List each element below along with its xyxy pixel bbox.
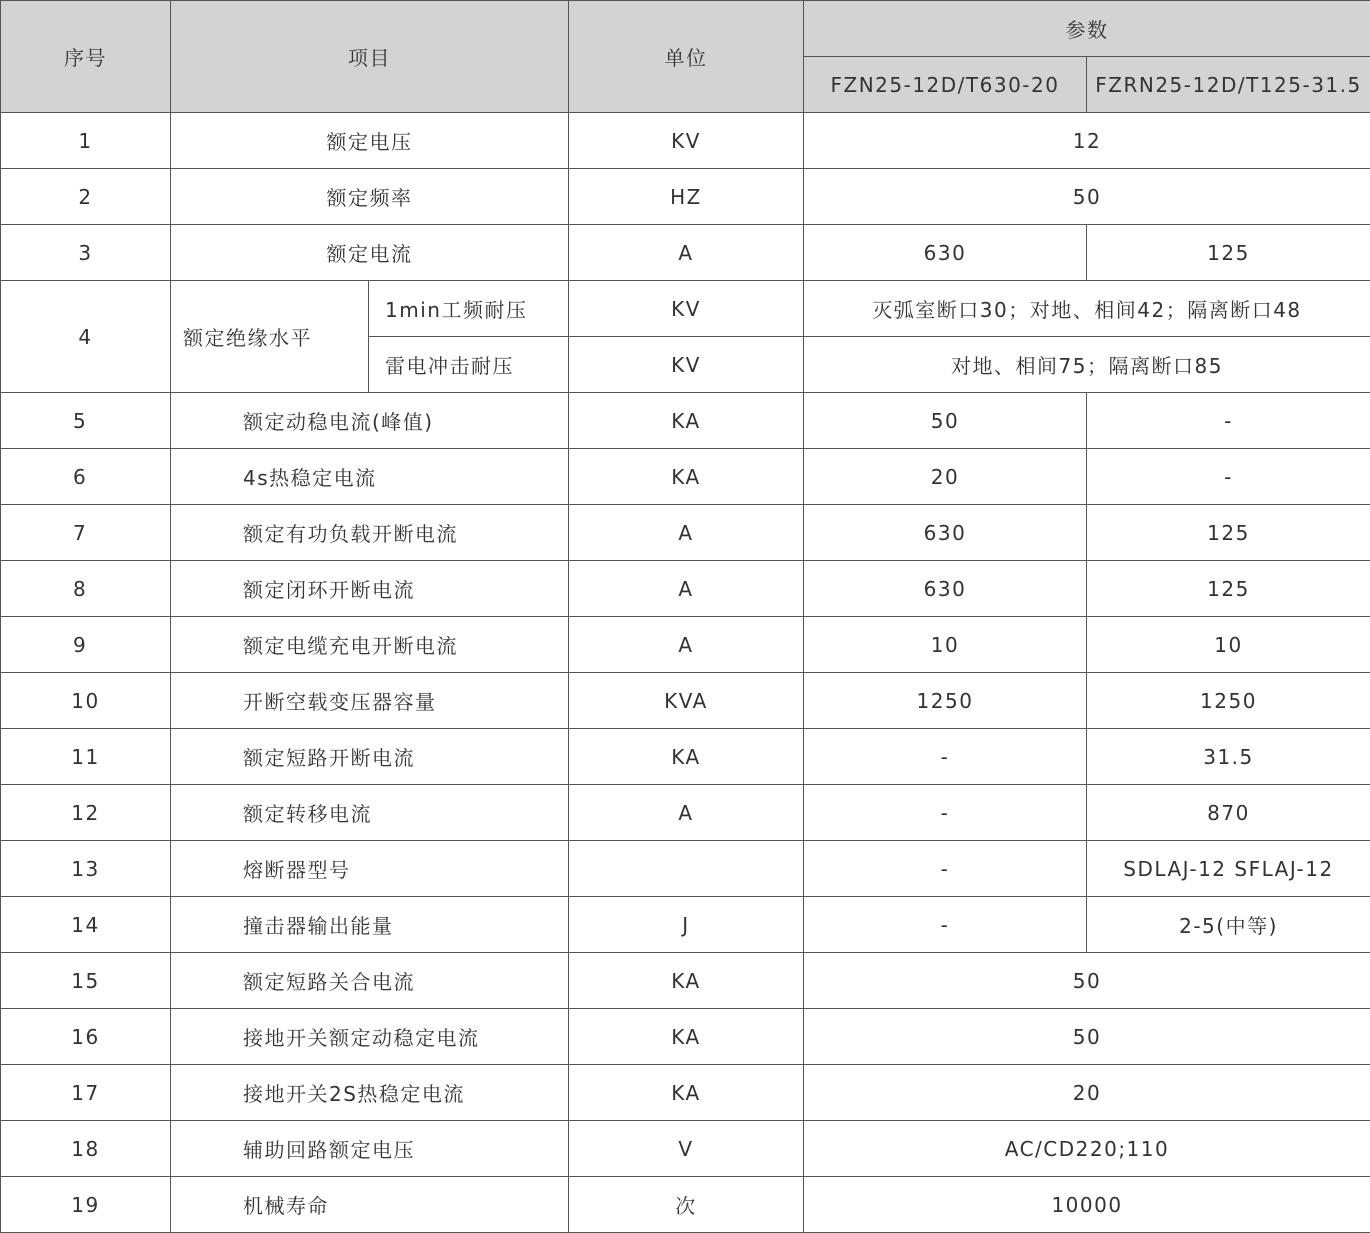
- row-value-b: -: [1087, 449, 1370, 505]
- table-row: [1, 1009, 1370, 1065]
- header-params: 参数: [804, 1, 1370, 57]
- row-unit: V: [569, 1121, 804, 1177]
- table-row: [1, 1121, 1370, 1177]
- row-item: 开断空载变压器容量: [171, 673, 569, 729]
- row-seq: 3: [1, 225, 171, 281]
- row-seq: 8: [1, 561, 171, 617]
- row-item: 额定电压: [171, 113, 569, 169]
- row-unit: KA: [569, 1065, 804, 1121]
- row-value: AC/CD220;110: [804, 1121, 1370, 1177]
- row-seq: 7: [1, 505, 171, 561]
- row-item: 接地开关额定动稳定电流: [171, 1009, 569, 1065]
- row-value: 10000: [804, 1177, 1370, 1233]
- row-value-a: 50: [804, 393, 1087, 449]
- row-value-a: 630: [804, 225, 1087, 281]
- row-item: 额定绝缘水平: [171, 281, 369, 393]
- table-row: [1, 1177, 1370, 1233]
- row-unit: A: [569, 785, 804, 841]
- row-value: 50: [804, 953, 1370, 1009]
- row-seq: 6: [1, 449, 171, 505]
- row-item: 额定闭环开断电流: [171, 561, 569, 617]
- row-value: 20: [804, 1065, 1370, 1121]
- row-value: 灭弧室断口30；对地、相间42；隔离断口48: [804, 281, 1370, 337]
- row-item: 接地开关2S热稳定电流: [171, 1065, 569, 1121]
- row-seq: 14: [1, 897, 171, 953]
- header-model-b: FZRN25-12D/T125-31.5: [1087, 57, 1370, 113]
- row-item: 额定动稳电流(峰值): [171, 393, 569, 449]
- row-item: 额定短路关合电流: [171, 953, 569, 1009]
- table-row: [1, 113, 1370, 169]
- row-item: 辅助回路额定电压: [171, 1121, 569, 1177]
- header-unit: 单位: [569, 1, 804, 113]
- row-unit: KA: [569, 449, 804, 505]
- header-seq: 序号: [1, 1, 171, 113]
- table-row: [1, 953, 1370, 1009]
- table-row: [1, 841, 1370, 897]
- table-row: [1, 561, 1370, 617]
- row-seq: 2: [1, 169, 171, 225]
- row-value-a: -: [804, 841, 1087, 897]
- row-unit: KV: [569, 337, 804, 393]
- row-seq: 5: [1, 393, 171, 449]
- row-seq: 13: [1, 841, 171, 897]
- row-value: 12: [804, 113, 1370, 169]
- row-value-b: 125: [1087, 561, 1370, 617]
- header-item: 项目: [171, 1, 569, 113]
- table-row: [1, 617, 1370, 673]
- row-value-a: -: [804, 897, 1087, 953]
- row-seq: 10: [1, 673, 171, 729]
- row-value-b: 2-5(中等): [1087, 897, 1370, 953]
- row-value-b: -: [1087, 393, 1370, 449]
- row-value-a: 630: [804, 505, 1087, 561]
- row-unit: KV: [569, 281, 804, 337]
- row-item: 额定电缆充电开断电流: [171, 617, 569, 673]
- row-seq: 18: [1, 1121, 171, 1177]
- table-row: [1, 1065, 1370, 1121]
- row-item: 额定电流: [171, 225, 569, 281]
- table-row: [1, 897, 1370, 953]
- row-value-a: 20: [804, 449, 1087, 505]
- row-value-b: 31.5: [1087, 729, 1370, 785]
- row-item: 额定有功负载开断电流: [171, 505, 569, 561]
- row-value: 50: [804, 169, 1370, 225]
- row-value-a: -: [804, 785, 1087, 841]
- row-seq: 9: [1, 617, 171, 673]
- row-seq: 17: [1, 1065, 171, 1121]
- row-seq: 15: [1, 953, 171, 1009]
- row-subitem: 1min工频耐压: [369, 281, 569, 337]
- row-unit: 次: [569, 1177, 804, 1233]
- row-unit: A: [569, 617, 804, 673]
- row-unit: KA: [569, 1009, 804, 1065]
- table-row: [1, 729, 1370, 785]
- row-seq: 16: [1, 1009, 171, 1065]
- row-value-a: 630: [804, 561, 1087, 617]
- table-row: [1, 505, 1370, 561]
- row-seq: 19: [1, 1177, 171, 1233]
- row-value-a: -: [804, 729, 1087, 785]
- row-value-b: 10: [1087, 617, 1370, 673]
- row-seq: 1: [1, 113, 171, 169]
- table-header: [1, 1, 1370, 113]
- header-model-a: FZN25-12D/T630-20: [804, 57, 1087, 113]
- row-item: 机械寿命: [171, 1177, 569, 1233]
- row-seq: 12: [1, 785, 171, 841]
- row-value: 对地、相间75；隔离断口85: [804, 337, 1370, 393]
- row-value-b: 125: [1087, 225, 1370, 281]
- table-row: [1, 673, 1370, 729]
- table-row: [1, 169, 1370, 225]
- row-value-b: 870: [1087, 785, 1370, 841]
- table-row: [1, 393, 1370, 449]
- row-unit: J: [569, 897, 804, 953]
- row-unit: A: [569, 561, 804, 617]
- row-item: 熔断器型号: [171, 841, 569, 897]
- row-value-b: 125: [1087, 505, 1370, 561]
- table-row: [1, 281, 1370, 337]
- row-item: 4s热稳定电流: [171, 449, 569, 505]
- row-value-b: SDLAJ-12 SFLAJ-12: [1087, 841, 1370, 897]
- row-unit: [569, 841, 804, 897]
- row-value: 50: [804, 1009, 1370, 1065]
- row-unit: A: [569, 225, 804, 281]
- row-item: 额定频率: [171, 169, 569, 225]
- row-item: 额定短路开断电流: [171, 729, 569, 785]
- row-unit: A: [569, 505, 804, 561]
- row-seq: 11: [1, 729, 171, 785]
- row-value-a: 10: [804, 617, 1087, 673]
- table-row: [1, 785, 1370, 841]
- row-unit: KVA: [569, 673, 804, 729]
- row-unit: KA: [569, 393, 804, 449]
- row-subitem: 雷电冲击耐压: [369, 337, 569, 393]
- row-value-b: 1250: [1087, 673, 1370, 729]
- row-unit: KV: [569, 113, 804, 169]
- row-value-a: 1250: [804, 673, 1087, 729]
- row-unit: KA: [569, 729, 804, 785]
- row-seq: 4: [1, 281, 171, 393]
- row-unit: KA: [569, 953, 804, 1009]
- table-row: [1, 449, 1370, 505]
- row-item: 撞击器输出能量: [171, 897, 569, 953]
- row-item: 额定转移电流: [171, 785, 569, 841]
- row-unit: HZ: [569, 169, 804, 225]
- table-row: [1, 225, 1370, 281]
